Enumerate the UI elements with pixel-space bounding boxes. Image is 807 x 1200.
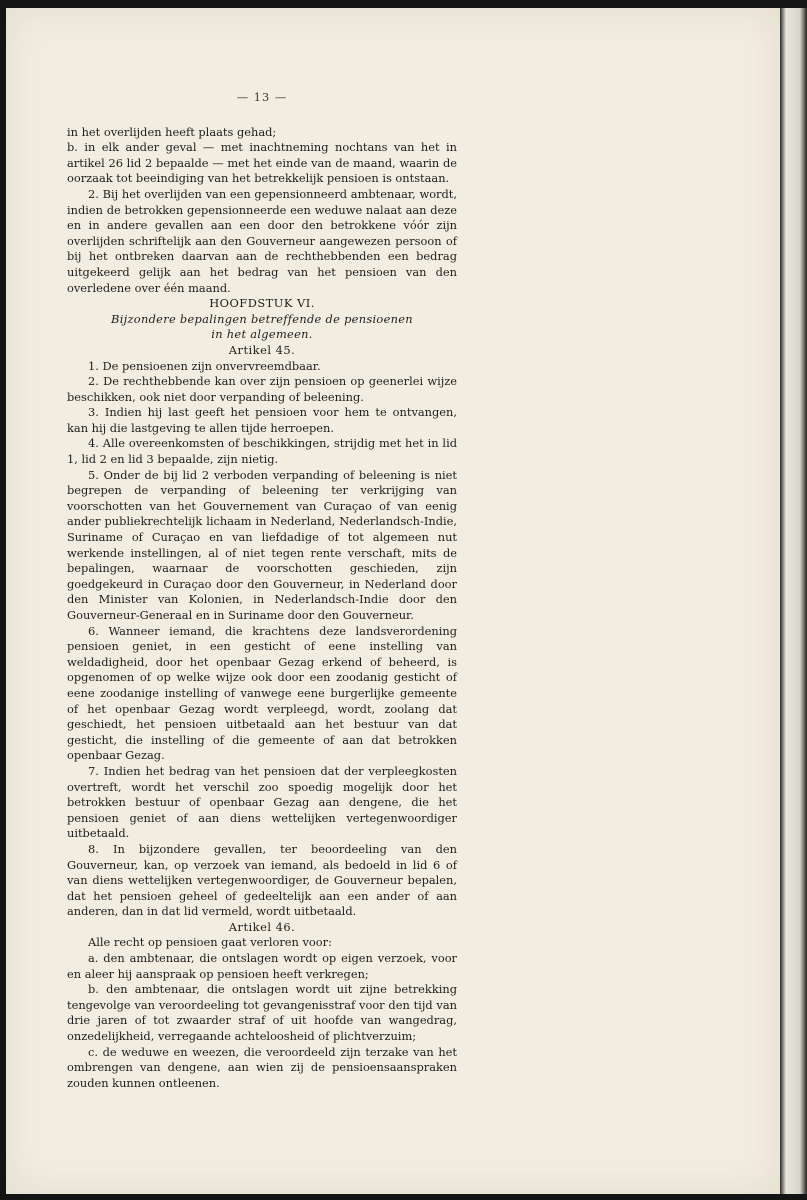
paragraph: b. in elk ander geval — met inachtneming nochtans van het in artikel 26 lid 2 bepaalde — met het einde van de maand, waarin de oorzaak tot beeindiging van het betrekkelijk pensioen is ontstaan. <box>67 140 457 186</box>
paragraph: 7. Indien het bedrag van het pensioen dat der verpleegkosten overtreft, wordt het verschil zoo spoedig mogelijk door het betrokken bestuur of openbaar Gezag aan dengene, die het pensioen geniet of aan diens wettelijken vertegenwoordiger uitbetaald. <box>67 763 457 841</box>
page-binding-edge <box>780 8 807 1194</box>
chapter-title: HOOFDSTUK VI. <box>209 296 315 311</box>
page-text <box>67 90 457 1091</box>
paragraph: a. den ambtenaar, die ontslagen wordt op eigen verzoek, voor en aleer hij aanspraak op pensioen heeft verkregen; <box>67 951 457 981</box>
paragraph: 1. De pensioenen zijn onvervreemdbaar. <box>88 358 321 373</box>
chapter-subtitle-line: Bijzondere bepalingen betreffende de pensioenen <box>111 311 413 326</box>
paragraph: 6. Wanneer iemand, die krachtens deze landsverordening pensioen geniet, in een gesticht of eene instelling van weldadigheid, door het openbaar Gezag erkend of beheerd, is opgenomen of op welke wijze ook door een zoodanig gesticht of eene zoodanige instelling of vanwege eene burgerlijke gemeente of het openbaar Gezag wordt verpleegd, wordt, zoolang dat geschiedt, het pensioen uitbetaald aan het bestuur van dat gesticht, die instelling of die gemeente of aan dat betrokken openbaar Gezag. <box>67 623 457 763</box>
chapter-subtitle <box>67 312 457 343</box>
paragraph: c. de weduwe en weezen, die veroordeeld zijn terzake van het ombrengen van dengene, aan wien zij de pensioensaanspraken zouden kunnen ontleenen. <box>67 1044 457 1090</box>
paragraph: 2. Bij het overlijden van een gepensionneerd ambtenaar, wordt, indien de betrokken gepensionneerde een weduwe nalaat aan deze en in andere gevallen aan een door den betrokkene vóór zijn overlijden schriftelijk aan den Gouverneur aangewezen persoon of bij het ontbreken daarvan aan de rechthebbenden een bedrag uitgekeerd gelijk aan het bedrag van het pensioen van den overledene over één maand. <box>67 186 457 295</box>
paragraph: 2. De rechthebbende kan over zijn pensioen op geenerlei wijze beschikken, ook niet door verpanding of beleening. <box>67 374 457 404</box>
paragraph: 4. Alle overeenkomsten of beschikkingen, strijdig met het in lid 1, lid 2 en lid 3 bepaalde, zijn nietig. <box>67 436 457 467</box>
article-45-title: Artikel 45. <box>228 342 296 357</box>
paragraph: in het overlijden heeft plaats gehad; <box>67 124 277 139</box>
paragraph: 8. In bijzondere gevallen, ter beoordeeling van den Gouverneur, kan, op verzoek van iemand, als bedoeld in lid 6 of van diens wettelijken vertegenwoordiger, de Gouverneur bepalen, dat het pensioen geheel of gedeeltelijk aan een ander of aan anderen, dan in dat lid vermeld, wordt uitbetaald. <box>67 841 457 919</box>
paragraph: Alle recht op pensioen gaat verloren voor: <box>88 935 332 950</box>
page-number: — 13 — <box>236 90 288 104</box>
paragraph: b. den ambtenaar, die ontslagen wordt uit zijne betrekking tengevolge van veroordeeling tot gevangenisstraf voor den tijd van drie jaren of tot zwaarder straf of uit hoofde van wangedrag, onzedelijkheid, verregaande achteloosheid of plichtverzuim; <box>67 982 457 1044</box>
paragraph: 3. Indien hij last geeft het pensioen voor hem te ontvangen, kan hij die lastgeving te allen tijde herroepen. <box>67 405 457 435</box>
chapter-subtitle-line: in het algemeen. <box>211 327 313 342</box>
article-46-title: Artikel 46. <box>228 919 296 934</box>
paragraph: 5. Onder de bij lid 2 verboden verpanding of beleening is niet begrepen de verpanding of beleening ter verkrijging van voorschotten van het Gouvernement van Curaçao of van eenig ander publiekrechtelijk lichaam in Nederland, Nederlandsch-Indie, Suriname of Curaçao en van liefdadige of tot algemeen nut werkende instellingen, al of niet tegen rente verschaft, mits de bepalingen, waarnaar de voorschotten geschieden, zijn goedgekeurd in Curaçao door den Gouverneur, in Nederland door den Minister van Kolonien, in Nederlandsch-Indie door den Gouverneur-Generaal en in Suriname door den Gouverneur. <box>67 467 457 622</box>
